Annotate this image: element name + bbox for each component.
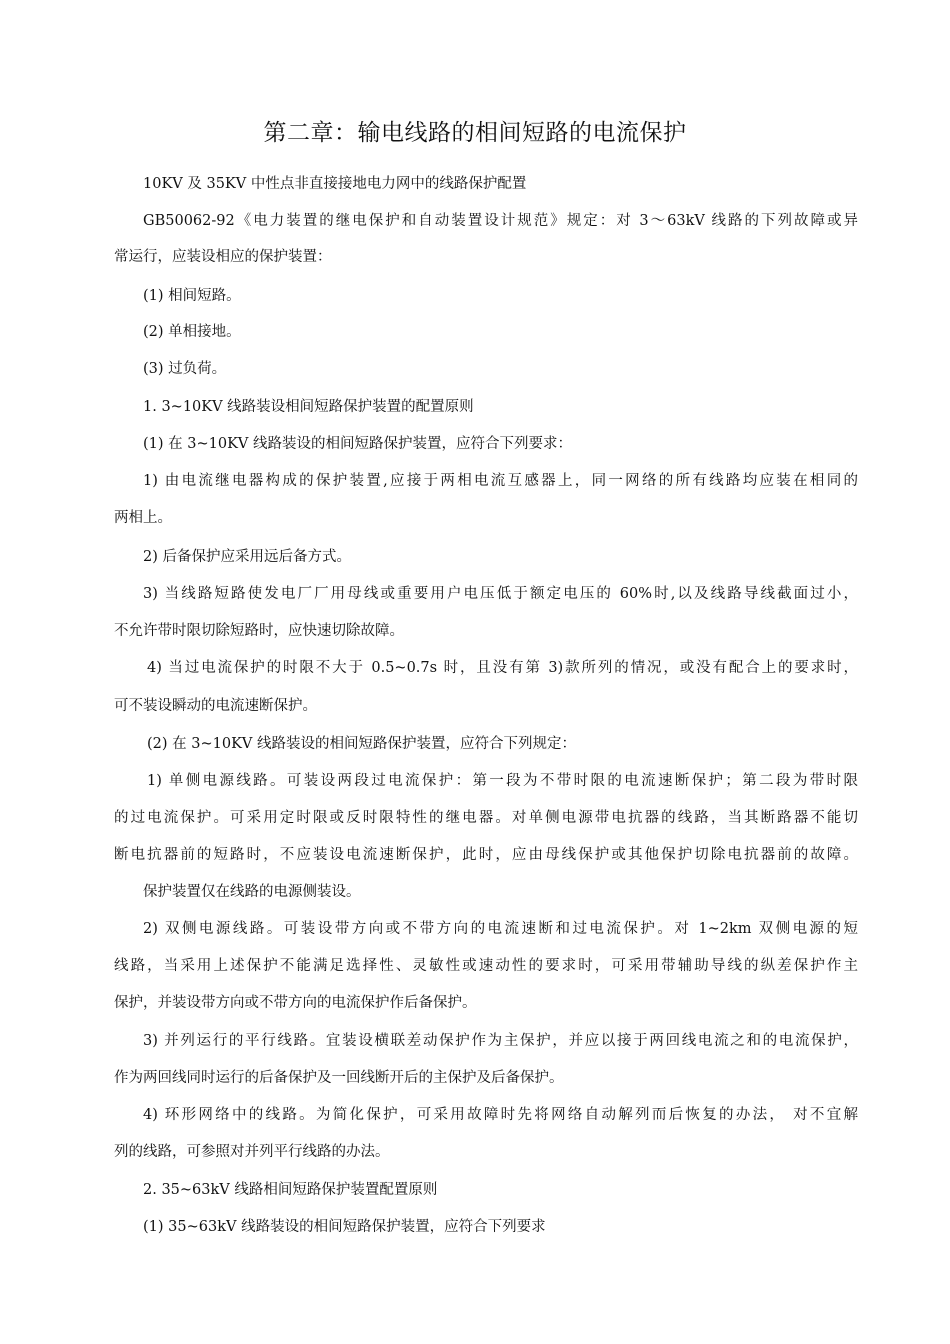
text-line: 1) 由电流继电器构成的保护装置,应接于两相电流互感器上，同一网络的所有线路均应装在相同的: [143, 473, 858, 489]
text-line: 2. 35~63kV 线路相间短路保护装置配置原则: [143, 1182, 438, 1198]
text-line: (2) 单相接地。: [143, 324, 241, 340]
text-line: 两相上。: [114, 510, 172, 526]
text-line: 10KV 及 35KV 中性点非直接接地电力网中的线路保护配置: [143, 176, 527, 192]
text-line: (1) 相间短路。: [143, 288, 241, 304]
text-line: 列的线路，可参照对并列平行线路的办法。: [114, 1144, 390, 1160]
text-line: 保护装置仅在线路的电源侧装设。: [143, 884, 361, 900]
text-line: (1) 35~63kV 线路装设的相间短路保护装置，应符合下列要求: [143, 1219, 546, 1235]
text-line: (2) 在 3~10KV 线路装设的相间短路保护装置，应符合下列规定：: [147, 736, 576, 752]
text-line: 4) 当过电流保护的时限不大于 0.5~0.7s 时，且没有第 3)款所列的情况，或没有配合上的要求时，: [147, 660, 858, 676]
text-line: 3) 并列运行的平行线路。宜装设横联差动保护作为主保护，并应以接于两回线电流之和的电流保护，: [143, 1033, 858, 1049]
page-title: 第二章：输电线路的相间短路的电流保护: [263, 120, 687, 146]
text-line: 保护，并装设带方向或不带方向的电流保护作后备保护。: [114, 995, 477, 1011]
text-line: 4) 环形网络中的线路。为简化保护，可采用故障时先将网络自动解列而后恢复的办法， 对不宜解: [143, 1107, 858, 1123]
text-line: 不允许带时限切除短路时，应快速切除故障。: [114, 623, 404, 639]
text-line: 2) 后备保护应采用远后备方式。: [143, 549, 351, 565]
text-line: 1) 单侧电源线路。可装设两段过电流保护：第一段为不带时限的电流速断保护；第二段为带时限: [147, 773, 858, 789]
text-line: 常运行，应装设相应的保护装置：: [114, 249, 332, 265]
text-line: (1) 在 3~10KV 线路装设的相间短路保护装置，应符合下列要求：: [143, 436, 572, 452]
text-line: 2) 双侧电源线路。可装设带方向或不带方向的电流速断和过电流保护。对 1~2km 双侧电源的短: [143, 921, 858, 937]
text-line: 可不装设瞬动的电流速断保护。: [114, 698, 317, 714]
text-line: 1. 3~10KV 线路装设相间短路保护装置的配置原则: [143, 399, 474, 415]
text-line: 的过电流保护。可采用定时限或反时限特性的继电器。对单侧电源带电抗器的线路，当其断路器不能切: [114, 810, 858, 826]
text-line: 作为两回线同时运行的后备保护及一回线断开后的主保护及后备保护。: [114, 1070, 564, 1086]
text-line: 3) 当线路短路使发电厂厂用母线或重要用户电压低于额定电压的 60%时,以及线路导线截面过小，: [143, 586, 858, 602]
text-line: (3) 过负荷。: [143, 361, 227, 377]
text-line: 断电抗器前的短路时，不应装设电流速断保护，此时，应由母线保护或其他保护切除电抗器前的故障。: [114, 847, 858, 863]
text-line: GB50062-92《电力装置的继电保护和自动装置设计规范》规定：对 3～63kV 线路的下列故障或异: [143, 213, 858, 229]
text-line: 线路，当采用上述保护不能满足选择性、灵敏性或速动性的要求时，可采用带辅助导线的纵差保护作主: [114, 958, 858, 974]
